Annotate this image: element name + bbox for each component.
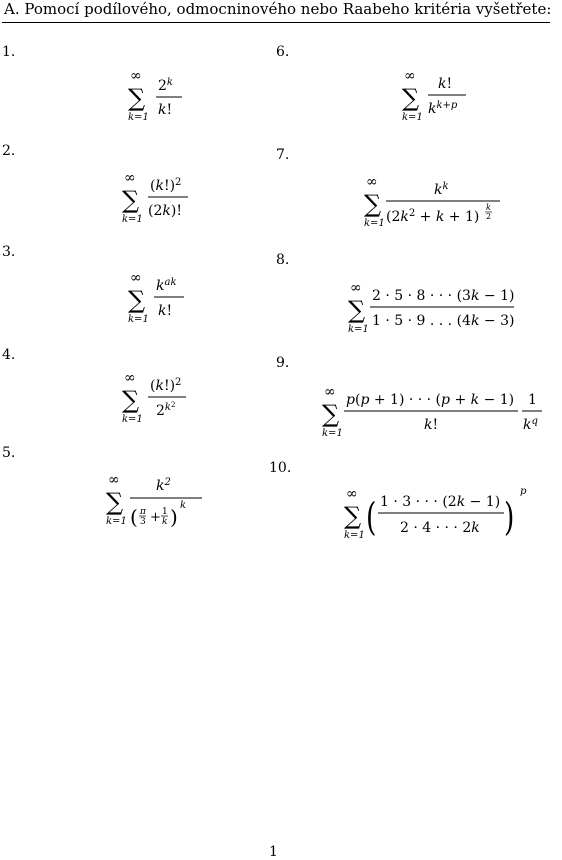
problem-number: 1. [2, 44, 16, 60]
sum-lower: k=1 [128, 112, 149, 123]
sum-upper: ∞ [346, 486, 358, 502]
sum-upper: ∞ [124, 370, 136, 386]
series-formula-10 [338, 484, 538, 548]
svg-text:π: π [140, 507, 146, 517]
sum-lower: k=1 [402, 112, 423, 123]
page-number: 1 [269, 844, 278, 860]
svg-text:k!: k! [424, 417, 439, 433]
svg-text:1 · 3 · · · (2k − 1): 1 · 3 · · · (2k − 1) [380, 494, 501, 510]
svg-text:k: k [162, 517, 168, 527]
sum-lower: k=1 [344, 530, 365, 541]
sum-lower: k=1 [106, 516, 127, 527]
sum-upper: ∞ [130, 270, 142, 286]
problem-number: 6. [276, 44, 290, 60]
sum-symbol: ∑ [128, 286, 146, 314]
svg-text:2k2: $2^{k2}$ [156, 401, 176, 419]
series-formula-7 [358, 174, 508, 234]
svg-text:k2: $k^2$ [156, 477, 171, 494]
problem-number: 8. [276, 252, 290, 268]
problem-number: 4. [2, 347, 16, 363]
svg-text:k!: k! [158, 303, 173, 319]
svg-text:2 · 4 · · · 2k: 2 · 4 · · · 2k [400, 520, 480, 536]
problem-number: 7. [276, 147, 290, 163]
sum-symbol: ∑ [106, 488, 124, 516]
sum-lower: k=1 [122, 214, 143, 225]
svg-text:k!: k! [158, 102, 173, 118]
svg-text:kak: $k^{ak}$ [156, 277, 177, 294]
svg-text:p(p + 1) · · · (p + k − 1): p(p + 1) · · · (p + k − 1) [346, 392, 515, 408]
problem-number: 9. [276, 355, 290, 371]
page-header: A. Pomocí podílového, odmocninového nebo Raabeho kritéria vyšetřete: [4, 0, 552, 18]
svg-text:1: 1 [528, 392, 537, 408]
svg-text:): ) [170, 505, 178, 529]
svg-text:(: ( [130, 505, 138, 529]
sum-symbol: ∑ [128, 84, 146, 112]
series-formula-8 [342, 280, 522, 336]
problem-number: 5. [2, 445, 16, 461]
sum-symbol: ∑ [364, 190, 382, 218]
sum-symbol: ∑ [122, 186, 140, 214]
sum-symbol: ∑ [348, 296, 366, 324]
svg-text:k: k [180, 500, 187, 511]
svg-text:2 · 5 · 8 · · · (3k − 1): 2 · 5 · 8 · · · (3k − 1) [372, 288, 515, 304]
sum-symbol: ∑ [344, 502, 362, 530]
series-formula-4 [116, 370, 206, 426]
series-formula-3 [122, 270, 202, 326]
sum-symbol: ∑ [402, 84, 420, 112]
svg-text:(2k2 + k + 1): $(2k^2 + k + 1)$ [386, 208, 480, 225]
header-rule [2, 22, 550, 23]
sum-lower: k=1 [322, 428, 343, 439]
sum-upper: ∞ [108, 472, 120, 488]
svg-text:k!: k! [438, 76, 453, 92]
svg-text:+: + [150, 510, 161, 525]
sum-upper: ∞ [350, 280, 362, 296]
svg-text:p: p [520, 486, 527, 497]
problem-number: 10. [269, 460, 292, 476]
svg-text:(k!)2: $(k!)^2$ [150, 177, 182, 194]
series-formula-9 [316, 384, 556, 444]
svg-text:(k!)2: $(k!)^2$ [150, 377, 182, 394]
svg-text:1 · 5 · 9 . . . (4k − 3): 1 · 5 · 9 . . . (4k − 3) [372, 313, 515, 329]
problem-number: 2. [2, 143, 16, 159]
sum-upper: ∞ [130, 68, 142, 84]
svg-text:): ) [504, 495, 515, 540]
svg-text:(: ( [366, 495, 377, 540]
problem-number: 3. [2, 244, 16, 260]
svg-text:2k: 2$^k$ [158, 77, 173, 94]
svg-text:kk+p: $k^{k+p}$ [428, 100, 458, 117]
svg-text:3: 3 [140, 517, 146, 527]
svg-text:kk: $k^k$ [434, 181, 449, 198]
svg-text:k: k [486, 203, 491, 212]
sum-symbol: ∑ [122, 386, 140, 414]
series-formula-1 [122, 68, 202, 124]
svg-text:2: 2 [486, 212, 492, 221]
sum-symbol: ∑ [322, 400, 340, 428]
sum-lower: k=1 [364, 218, 385, 229]
sum-lower: k=1 [128, 314, 149, 325]
sum-lower: k=1 [348, 324, 369, 335]
series-formula-5 [100, 470, 210, 540]
series-formula-2 [116, 170, 206, 226]
sum-upper: ∞ [404, 68, 416, 84]
series-formula-6 [396, 68, 486, 124]
sum-upper: ∞ [324, 384, 336, 400]
sum-upper: ∞ [124, 170, 136, 186]
svg-text:1: 1 [162, 507, 168, 517]
svg-text:kq: $k^q$ [523, 416, 538, 433]
svg-text:(2k)!: (2k)! [148, 203, 182, 219]
sum-lower: k=1 [122, 414, 143, 425]
sum-upper: ∞ [366, 174, 378, 190]
